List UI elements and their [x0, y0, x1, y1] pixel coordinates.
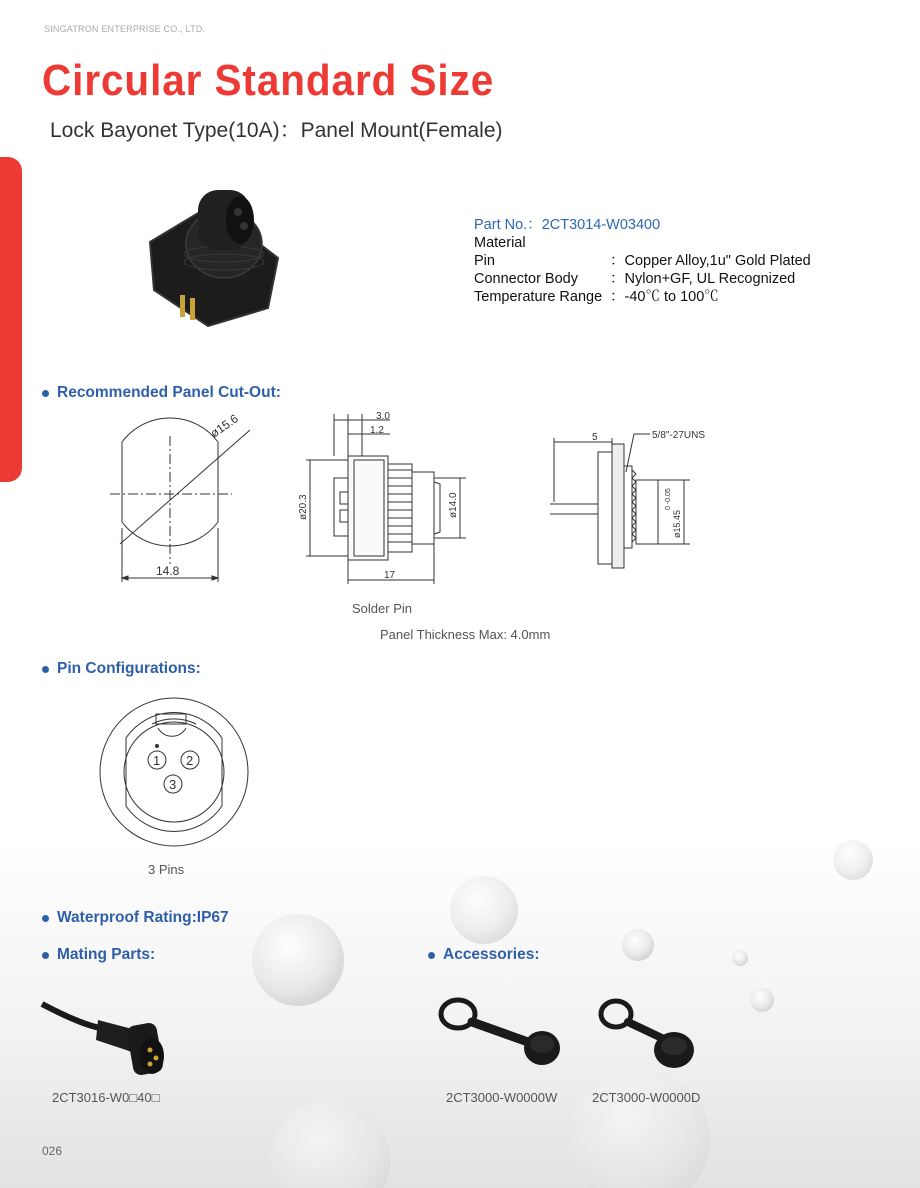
section-label: Waterproof Rating:IP67 [57, 909, 229, 926]
panel-section-drawing [530, 422, 730, 582]
bullet-icon [42, 666, 49, 673]
product-photo [140, 180, 300, 340]
spec-key: Pin [474, 253, 495, 269]
section-mating-heading [42, 946, 155, 964]
material-label: Material [474, 235, 526, 251]
dim-12-label: 1.2 [370, 425, 384, 436]
mating-part-photo [40, 994, 180, 1084]
page-subtitle: Lock Bayonet Type(10A)：Panel Mount(Female) [50, 119, 503, 142]
section-pins-heading [42, 660, 201, 678]
part-no-value: 2CT3014-W03400 [541, 217, 661, 233]
accessory-cap-d-photo [596, 994, 706, 1074]
dim-width-label: 14.8 [156, 564, 180, 578]
spec-row-body [474, 270, 811, 288]
spec-key: Temperature Range [474, 289, 603, 305]
solder-pin-caption: Solder Pin [352, 601, 412, 616]
company-name: SINGATRON ENTERPRISE CO., LTD. [44, 24, 206, 34]
pin-label: 1 [153, 753, 161, 768]
section-label: Mating Parts: [57, 946, 156, 963]
spec-value: ：-40℃ to 100℃ [610, 289, 719, 305]
dim-5-label: 5 [592, 432, 598, 443]
pin-label: 3 [169, 777, 177, 792]
bullet-icon [42, 390, 49, 397]
dim-17-label: 17 [384, 570, 396, 581]
bullet-icon [428, 952, 435, 959]
dim-1545-label: ø15.45 [672, 509, 682, 538]
spec-value: ：Copper Alloy,1u" Gold Plated [610, 253, 811, 269]
dim-tolerance-label: 0 -0.05 [665, 488, 672, 510]
spec-value: ：Nylon+GF, UL Recognized [610, 271, 796, 287]
dim-140-label: ø14.0 [448, 492, 459, 518]
dim-diameter-label: ø15.6 [207, 411, 241, 441]
accessory-d-caption: 2CT3000-W0000D [592, 1090, 701, 1105]
page-number: 026 [42, 1144, 63, 1158]
section-accessories-heading [428, 946, 540, 964]
pin-configuration-diagram [96, 694, 252, 850]
part-no-label: Part No.： [474, 217, 542, 233]
panel-thickness-caption: Panel Thickness Max: 4.0mm [380, 627, 551, 642]
section-cutout-heading [42, 384, 281, 402]
accessory-w-caption: 2CT3000-W0000W [446, 1090, 558, 1105]
spec-row-pin [474, 252, 811, 270]
page-title: Circular Standard Size [42, 56, 495, 105]
side-view-drawing [290, 408, 480, 588]
section-label: Pin Configurations: [57, 660, 201, 677]
section-label: Accessories: [443, 946, 540, 963]
bullet-icon [42, 915, 49, 922]
part-number-row [474, 216, 811, 234]
thread-label: 5/8"-27UNS [652, 430, 706, 441]
bullet-icon [42, 952, 49, 959]
spec-key: Connector Body [474, 271, 578, 287]
pin-label: 2 [186, 753, 194, 768]
sidebar-accent-tab [0, 157, 22, 482]
accessory-cap-w-photo [436, 992, 566, 1072]
section-label: Recommended Panel Cut-Out: [57, 384, 281, 401]
pins-caption: 3 Pins [148, 862, 185, 877]
mating-caption: 2CT3016-W0□40□ [52, 1090, 160, 1105]
spec-row-temperature [474, 288, 811, 306]
section-waterproof-heading [42, 909, 229, 927]
dim-3-label: 3.0 [376, 411, 390, 422]
dim-203-label: ø20.3 [298, 494, 309, 520]
spec-block [474, 216, 811, 306]
cutout-drawing [100, 410, 270, 590]
